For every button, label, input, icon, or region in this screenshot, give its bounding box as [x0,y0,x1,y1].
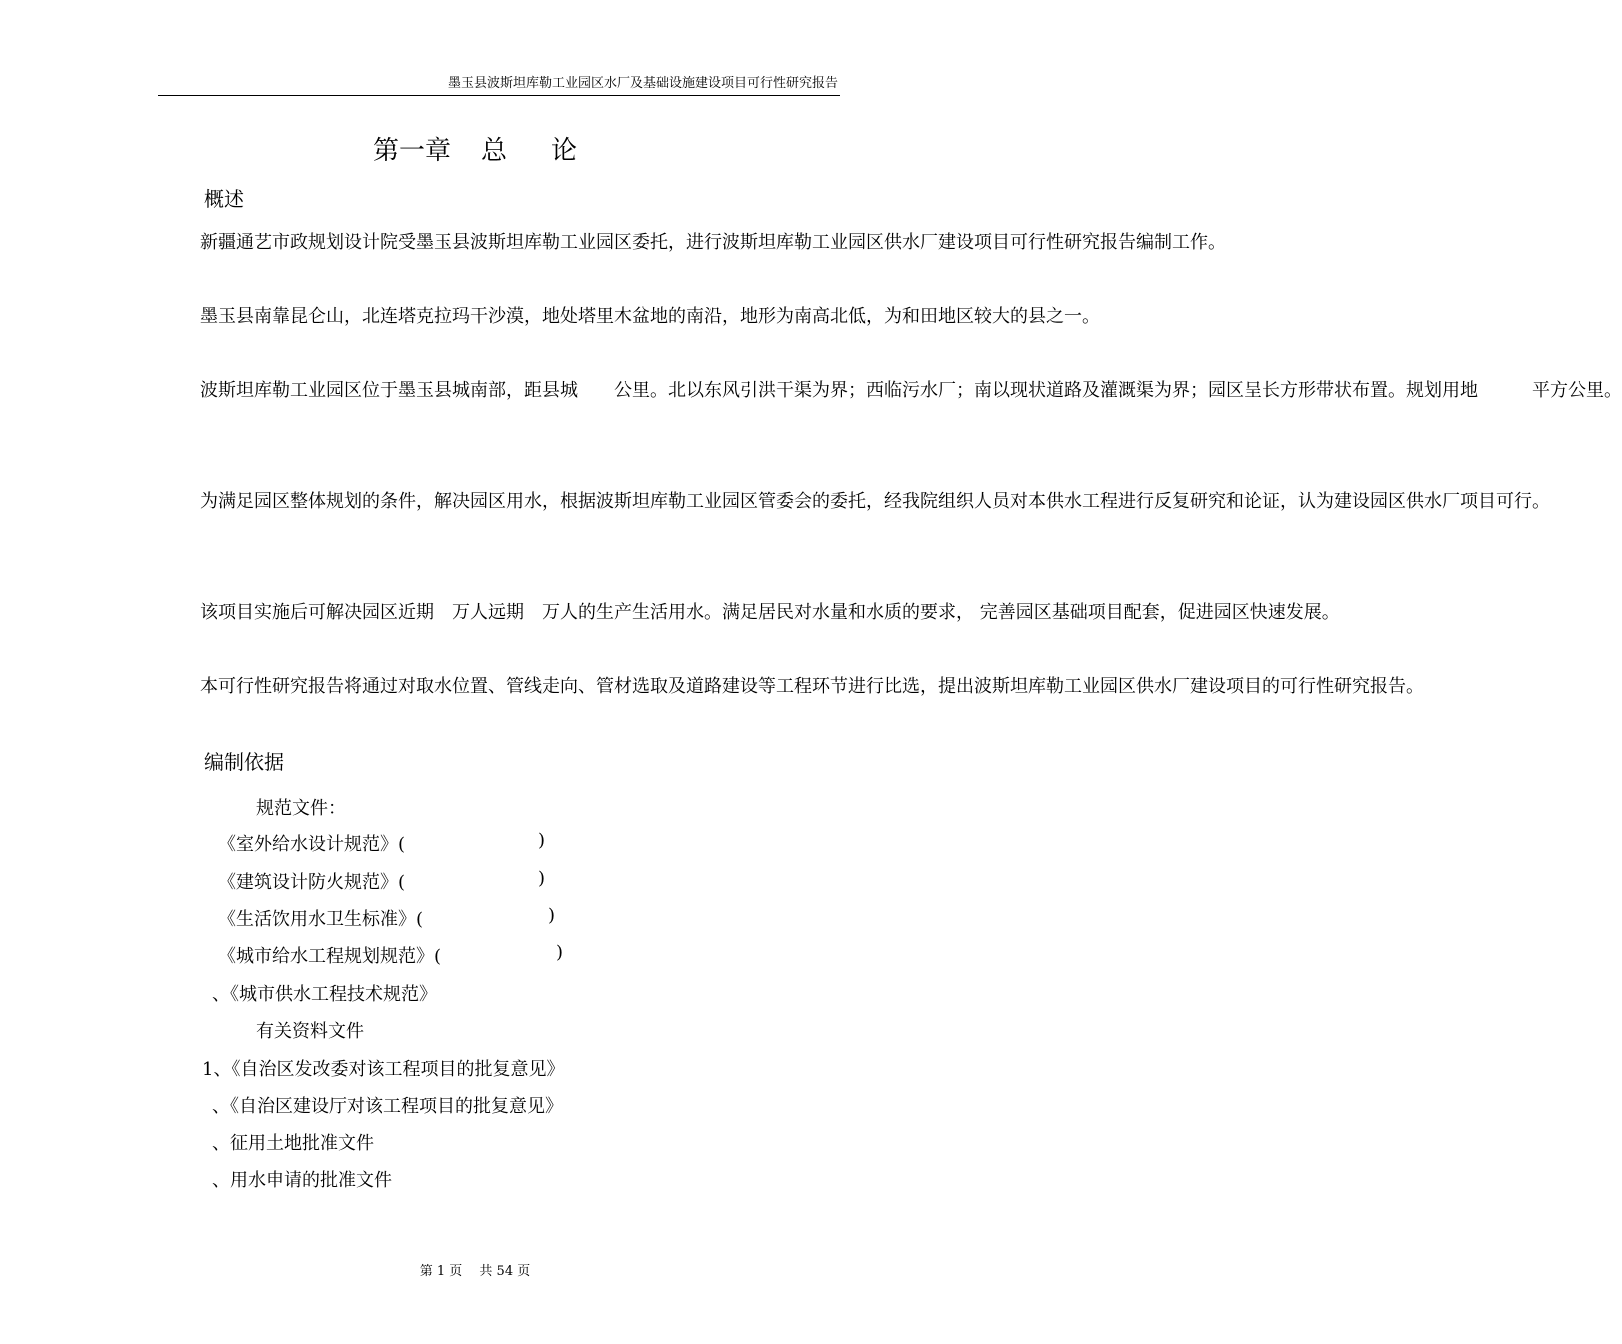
standard-item-close: ) [538,868,546,889]
subsection-title-standards: 规范文件： [256,798,346,819]
chapter-title [0,130,950,167]
paragraph: 本可行性研究报告将通过对取水位置、管线走向、管材选取及道路建设等工程环节进行比选，提出波斯坦库勒工业园区供水厂建设项目的可行性研究报告。 [200,676,1424,697]
overview-body [160,372,1622,409]
page-footer: 第 1 页 共 54 页 [419,1264,531,1279]
standard-item: 《生活饮用水卫生标准》( [218,909,424,930]
chapter-number: 第一章 [372,136,451,166]
subsection-title-documents: 有关资料文件 [256,1021,364,1042]
paragraph: 为满足园区整体规划的条件，解决园区用水，根据波斯坦库勒工业园区管委会的委托，经我院组织人员对本供水工程进行反复研究和论证，认为建设园区供水厂项目可行。 [200,491,1550,512]
document-item: 1、《自治区发改委对该工程项目的批复意见》 [202,1059,565,1080]
standard-item-close: ) [556,942,564,963]
standard-item: 《室外给水设计规范》( [218,834,406,855]
overview-body [160,483,1550,520]
header-rule [158,95,840,96]
overview-body [160,668,1424,705]
standard-item-close: ) [548,905,556,926]
overview-body [160,224,1226,261]
paragraph: 该项目实施后可解决园区近期 万人远期 万人的生产生活用水。满足居民对水量和水质的要求， 完善园区基础项目配套，促进园区快速发展。 [200,602,1340,623]
overview-body [160,594,1340,631]
paragraph: 新疆通艺市政规划设计院受墨玉县波斯坦库勒工业园区委托，进行波斯坦库勒工业园区供水厂建设项目可行性研究报告编制工作。 [200,232,1226,253]
running-header: 墨玉县波斯坦库勒工业园区水厂及基础设施建设项目可行性研究报告 [447,76,838,91]
chapter-word-2: 论 [551,136,578,166]
paragraph: 波斯坦库勒工业园区位于墨玉县城南部，距县城 公里。北以东风引洪干渠为界；西临污水厂；南以现状道路及灌溉渠为界；园区呈长方形带状布置。规划用地 平方公里。 [200,380,1622,401]
overview-body [160,298,1100,335]
standard-item: 《建筑设计防火规范》( [218,872,406,893]
standard-item-close: ) [538,830,546,851]
paragraph: 墨玉县南靠昆仑山，北连塔克拉玛干沙漠，地处塔里木盆地的南沿，地形为南高北低，为和田地区较大的县之一。 [200,306,1100,327]
section-heading-overview: 概述 [204,187,244,211]
section-heading-basis: 编制依据 [204,750,284,774]
document-item: 、征用土地批准文件 [212,1133,374,1154]
standard-item: 《城市给水工程规划规范》( [218,946,442,967]
document-item: 、《自治区建设厅对该工程项目的批复意见》 [212,1096,563,1117]
document-item: 、用水申请的批准文件 [212,1170,392,1191]
chapter-word-1: 总 [480,136,507,166]
standard-item: 、《城市供水工程技术规范》 [212,984,437,1005]
